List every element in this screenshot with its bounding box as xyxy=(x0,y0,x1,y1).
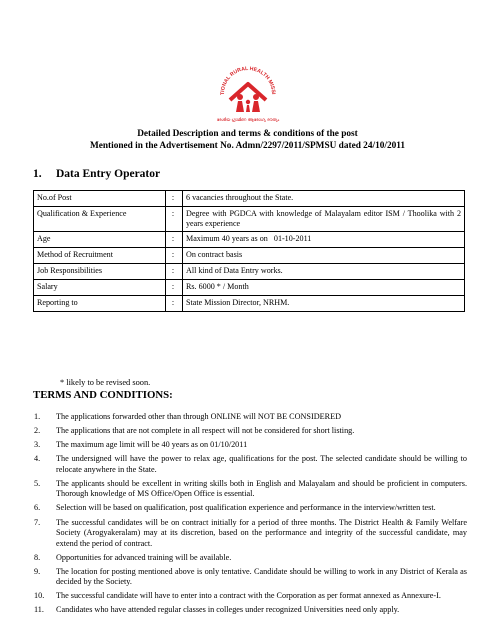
detail-key: No.of Post xyxy=(34,191,166,207)
term-text: The successful candidate will have to enter into a contract with the Corporation as per format annexed as Annexure-I. xyxy=(56,591,441,601)
term-number: 8. xyxy=(34,552,41,562)
detail-separator: : xyxy=(166,248,183,264)
detail-separator: : xyxy=(166,296,183,312)
detail-separator: : xyxy=(166,264,183,280)
term-text: The maximum age limit will be 40 years as on 01/10/2011 xyxy=(56,440,248,450)
list-item xyxy=(33,454,467,475)
detail-key: Job Responsibilities xyxy=(34,264,166,280)
list-item xyxy=(33,479,467,500)
table-row xyxy=(34,191,465,207)
term-text: Candidates who have attended regular classes in colleges under recognized Universities need only apply. xyxy=(56,605,400,615)
post-details-table xyxy=(33,190,465,312)
terms-list xyxy=(33,412,467,620)
section-name: Data Entry Operator xyxy=(56,168,161,180)
list-item xyxy=(33,440,467,451)
detail-value: Rs. 6000 * / Month xyxy=(183,280,465,296)
detail-separator: : xyxy=(166,191,183,207)
list-item xyxy=(33,503,467,514)
table-row xyxy=(34,232,465,248)
table-row xyxy=(34,296,465,312)
term-number: 1. xyxy=(34,412,41,421)
detail-value: State Mission Director, NRHM. xyxy=(183,296,465,312)
salary-note: * likely to be revised soon. xyxy=(60,378,151,387)
list-item xyxy=(33,518,467,550)
term-number: 9. xyxy=(34,566,41,576)
table-row xyxy=(34,264,465,280)
detail-value: 6 vacancies throughout the State. xyxy=(183,191,465,207)
term-text: The applications forwarded other than through ONLINE will NOT BE CONSIDERED xyxy=(56,412,341,421)
term-number: 4. xyxy=(34,454,41,464)
detail-separator: : xyxy=(166,232,183,248)
nrhm-logo xyxy=(216,64,280,126)
detail-key: Reporting to xyxy=(34,296,166,312)
detail-key: Salary xyxy=(34,280,166,296)
list-item xyxy=(33,567,467,588)
detail-value: Maximum 40 years as on 01-10-2011 xyxy=(183,232,465,248)
section-number: 1. xyxy=(33,168,42,180)
terms-heading: TERMS AND CONDITIONS: xyxy=(33,389,173,401)
detail-value: On contract basis xyxy=(183,248,465,264)
term-text: The undersigned will have the power to relax age, qualifications for the post. The selected candidate should be willing to relocate anywhere in the State. xyxy=(56,454,467,474)
term-text: Selection will be based on qualification, post qualification experience and performance in the interview/written test. xyxy=(56,503,436,513)
detail-separator: : xyxy=(166,207,183,232)
detail-separator: : xyxy=(166,280,183,296)
detail-key: Qualification & Experience xyxy=(34,207,166,232)
term-text: The location for posting mentioned above is only tentative. Candidate should be willing to work in any District of Kerala as decided by the Society. xyxy=(56,566,467,587)
term-text: The successful candidates will be on contract initially for a period of three months. The District Health & Family Welfare Society (Arogyakeralam) may at its discretion, based on the performance and integrity of the successful candidate, may extend the period of contract. xyxy=(56,517,467,548)
detail-key: Age xyxy=(34,232,166,248)
table-row xyxy=(34,248,465,264)
term-number: 6. xyxy=(34,503,41,513)
document-heading-line1: Detailed Description and terms & conditions of the post xyxy=(137,129,358,139)
term-text: The applications that are not complete in all respect will not be considered for short listing. xyxy=(56,426,355,436)
detail-value: Degree with PGDCA with knowledge of Malayalam editor ISM / Thoolika with 2 years experience xyxy=(183,207,465,232)
document-heading-line2: Mentioned in the Advertisement No. Admn/2297/2011/SPMSU dated 24/10/2011 xyxy=(89,141,406,151)
detail-value: All kind of Data Entry works. xyxy=(183,264,465,280)
term-number: 7. xyxy=(34,517,41,527)
term-number: 11. xyxy=(34,605,44,615)
list-item xyxy=(33,553,467,564)
term-text: The applicants should be excellent in writing skills both in English and Malayalam and should be proficient in computers. Thorough knowledge of MS Office/Open Office is essential. xyxy=(56,478,467,499)
logo-sub-text: ദേശീയ ഗ്രാമീണ ആരോഗ്യ ദൗത്യം xyxy=(216,117,280,122)
term-number: 10. xyxy=(34,591,45,601)
detail-key: Method of Recruitment xyxy=(34,248,166,264)
section-title xyxy=(33,168,160,180)
list-item xyxy=(33,591,467,602)
table-row xyxy=(34,280,465,296)
logo-arc-text: TIONAL RURAL HEALTH MISSI xyxy=(219,65,277,96)
list-item xyxy=(33,426,467,437)
table-row xyxy=(34,207,465,232)
term-number: 3. xyxy=(34,440,41,450)
list-item xyxy=(33,412,467,423)
term-number: 2. xyxy=(34,426,41,436)
list-item xyxy=(33,605,467,616)
term-text: Opportunities for advanced training will be available. xyxy=(56,552,232,562)
term-number: 5. xyxy=(34,478,41,488)
